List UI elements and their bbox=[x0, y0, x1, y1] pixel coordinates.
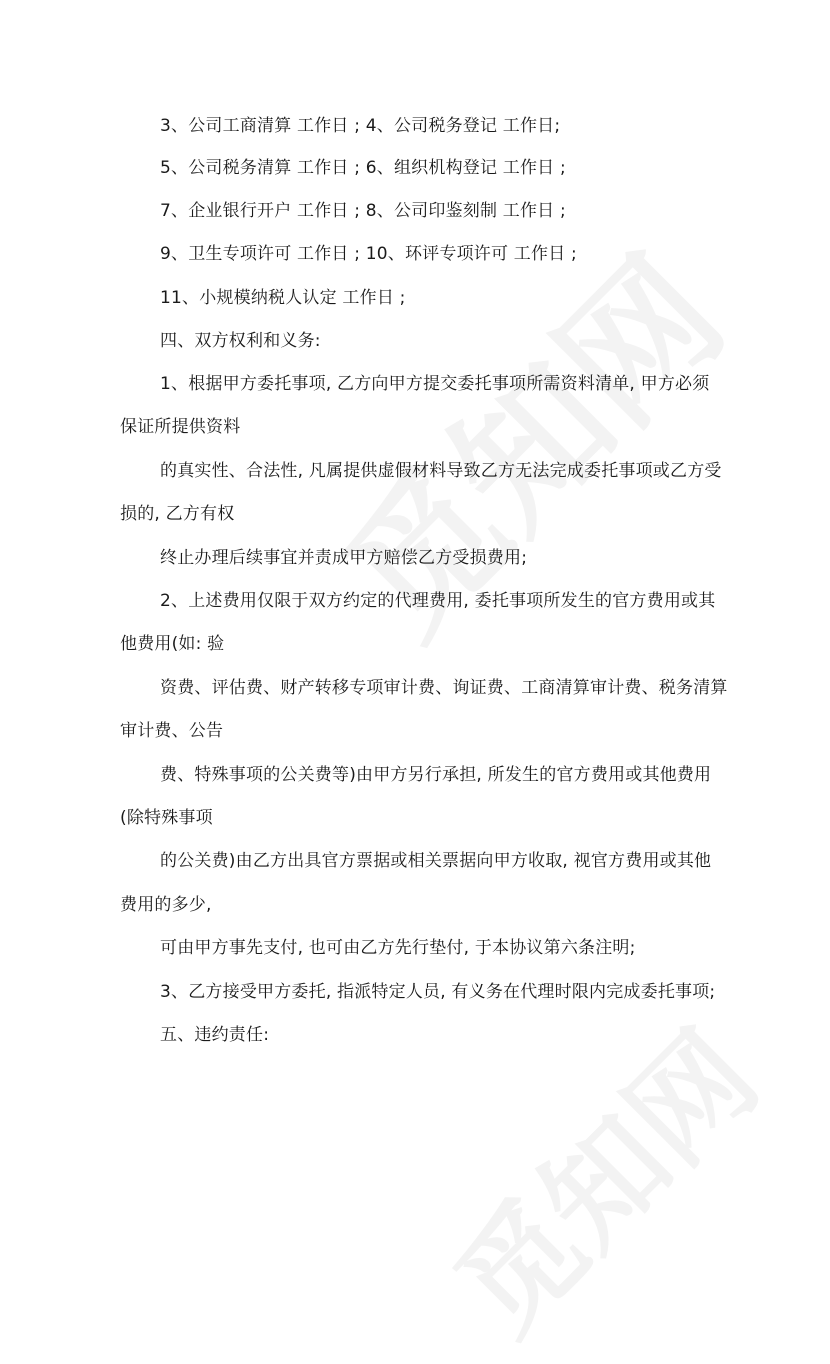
paragraph-line: 3、乙方接受甲方委托, 指派特定人员, 有义务在代理时限内完成委托事项; bbox=[160, 982, 716, 1002]
watermark bbox=[412, 988, 788, 1364]
paragraph-line: 7、企业银行开户 工作日 ; 8、公司印鉴刻制 工作日 ; bbox=[160, 201, 566, 221]
paragraph-line: 11、小规模纳税人认定 工作日 ; bbox=[160, 288, 406, 308]
paragraph-line: 保证所提供资料 bbox=[120, 417, 241, 437]
paragraph-line: (除特殊事项 bbox=[120, 808, 213, 828]
paragraph-line: 9、卫生专项许可 工作日 ; 10、环评专项许可 工作日 ; bbox=[160, 244, 577, 264]
section-heading: 四、双方权利和义务: bbox=[160, 331, 321, 351]
paragraph-line: 1、根据甲方委托事项, 乙方向甲方提交委托事项所需资料清单, 甲方必须 bbox=[160, 374, 710, 394]
section-heading: 五、违约责任: bbox=[160, 1025, 270, 1045]
paragraph-line: 3、公司工商清算 工作日 ; 4、公司税务登记 工作日; bbox=[160, 116, 561, 136]
paragraph-line: 的真实性、合法性, 凡属提供虚假材料导致乙方无法完成委托事项或乙方受 bbox=[160, 461, 722, 481]
paragraph-line: 损的, 乙方有权 bbox=[120, 504, 235, 524]
paragraph-line: 可由甲方事先支付, 也可由乙方先行垫付, 于本协议第六条注明; bbox=[160, 938, 636, 958]
paragraph-line: 的公关费)由乙方出具官方票据或相关票据向甲方收取, 视官方费用或其他 bbox=[160, 851, 712, 871]
paragraph-line: 终止办理后续事宜并责成甲方赔偿乙方受损费用; bbox=[160, 548, 528, 568]
paragraph-line: 2、上述费用仅限于双方约定的代理费用, 委托事项所发生的官方费用或其 bbox=[160, 591, 716, 611]
paragraph-line: 他费用(如: 验 bbox=[120, 634, 225, 654]
paragraph-line: 5、公司税务清算 工作日 ; 6、组织机构登记 工作日 ; bbox=[160, 158, 566, 178]
paragraph-line: 审计费、公告 bbox=[120, 721, 224, 741]
paragraph-line: 费用的多少, bbox=[120, 895, 212, 915]
paragraph-line: 费、特殊事项的公关费等)由甲方另行承担, 所发生的官方费用或其他费用 bbox=[160, 765, 712, 785]
paragraph-line: 资费、评估费、财产转移专项审计费、询证费、工商清算审计费、税务清算 bbox=[160, 678, 728, 698]
